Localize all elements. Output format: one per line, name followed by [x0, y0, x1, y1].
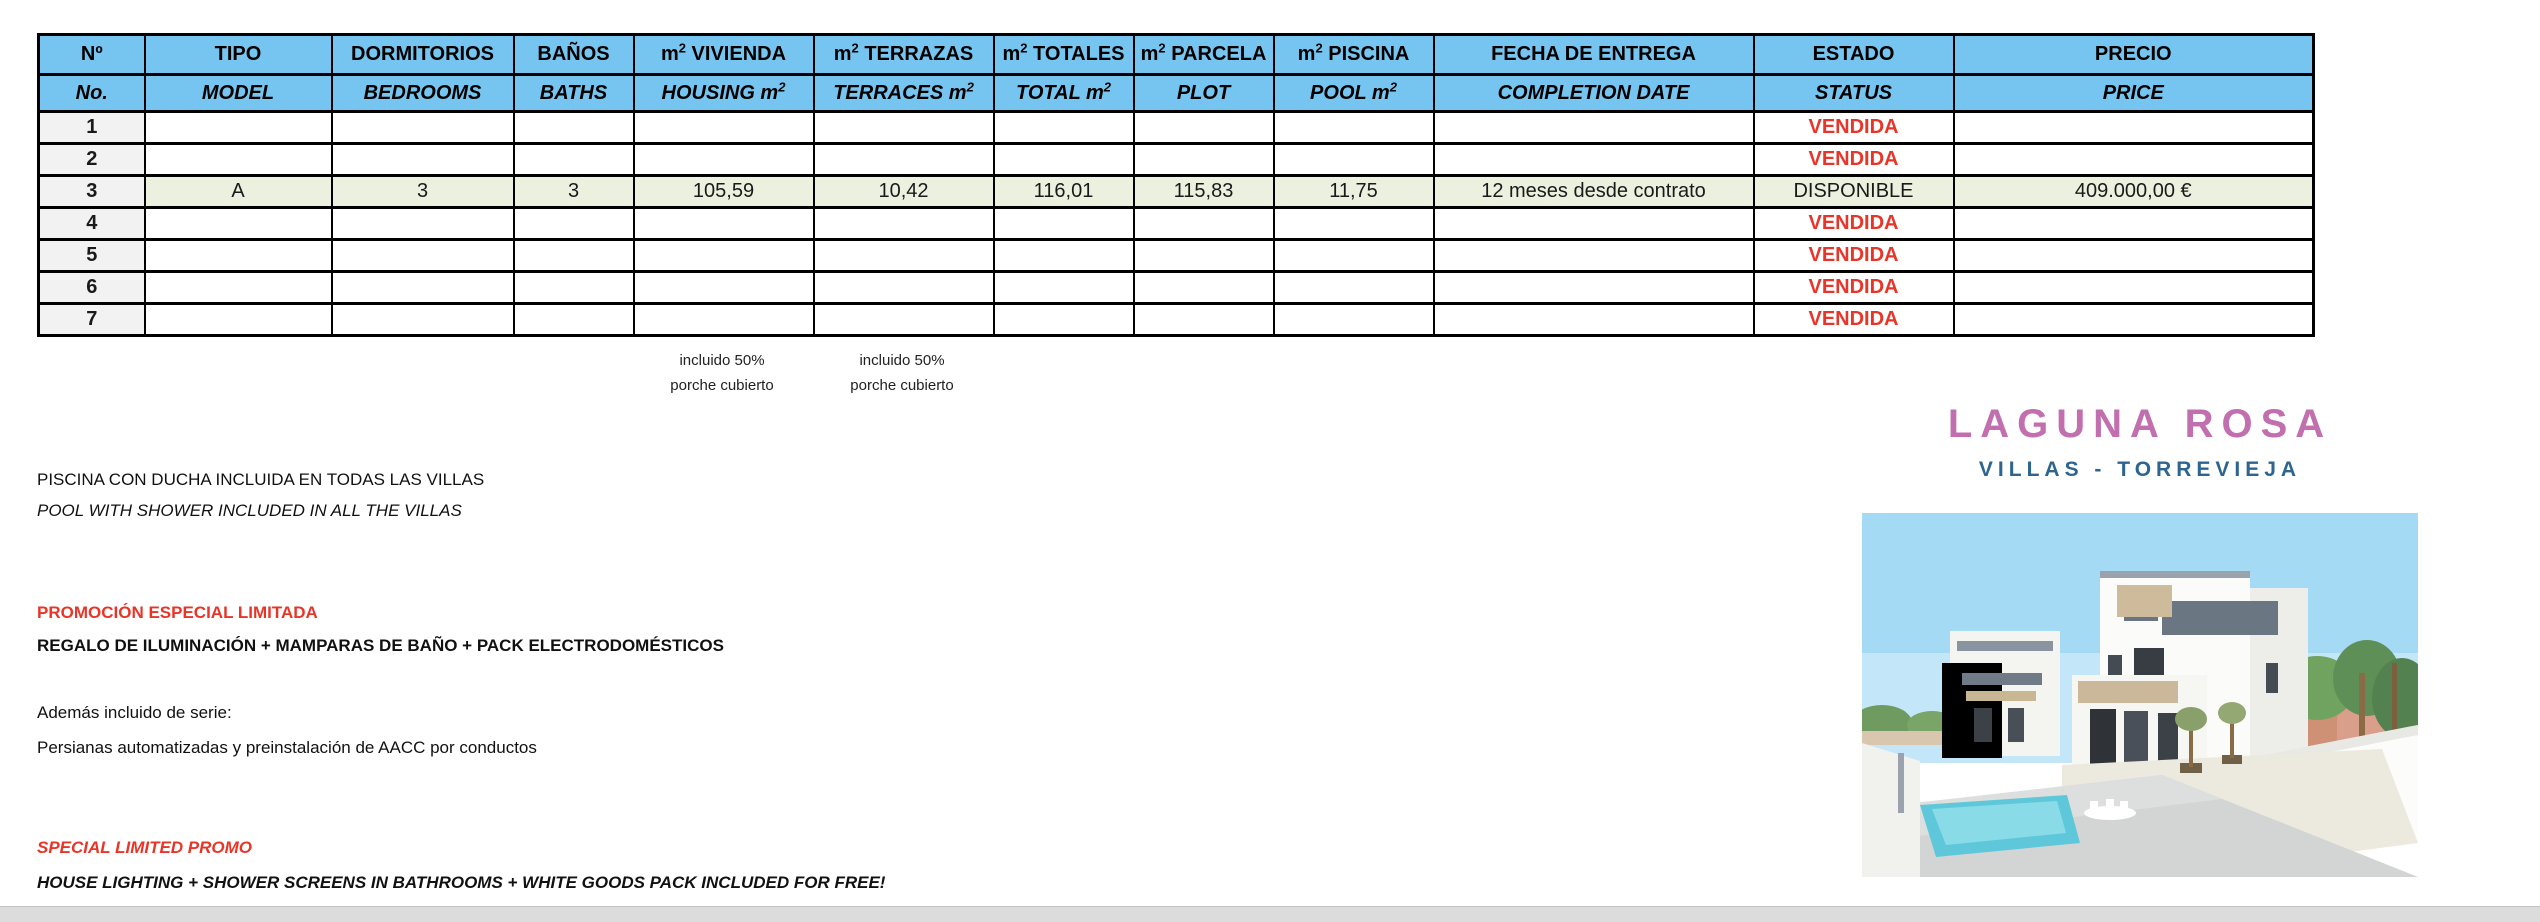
cell-6-tipo: [145, 272, 332, 304]
col-header-no-en: No.: [39, 75, 145, 112]
cell-2-banos: [514, 144, 634, 176]
cell-1-estado: VENDIDA: [1754, 112, 1954, 144]
cell-2-no: 2: [39, 144, 145, 176]
cell-2-tipo: [145, 144, 332, 176]
cell-1-m2-vivienda: [634, 112, 814, 144]
price-table: [37, 33, 2315, 337]
cell-2-fecha-entrega: [1434, 144, 1754, 176]
cell-5-m2-totales: [994, 240, 1134, 272]
cell-6-m2-vivienda: [634, 272, 814, 304]
cell-5-fecha-entrega: [1434, 240, 1754, 272]
col-header-tipo-en: MODEL: [145, 75, 332, 112]
cell-7-banos: [514, 304, 634, 336]
footnote-vivienda: [632, 348, 812, 398]
col-header-tipo-es: TIPO: [145, 35, 332, 75]
col-header-no-es: Nº: [39, 35, 145, 75]
col-header-m2-terrazas-en: TERRACES $m^2$: [814, 75, 994, 112]
cell-3-m2-parcela: 115,83: [1134, 176, 1274, 208]
table-row-2: [39, 144, 2314, 176]
footnote-line: porche cubierto: [850, 377, 954, 394]
cell-2-precio: [1954, 144, 2314, 176]
villa-photo: [1862, 513, 2418, 877]
cell-1-m2-terrazas: [814, 112, 994, 144]
cell-7-dormitorios: [332, 304, 514, 336]
cell-7-m2-totales: [994, 304, 1134, 336]
cell-6-fecha-entrega: [1434, 272, 1754, 304]
cell-2-m2-piscina: [1274, 144, 1434, 176]
cell-7-estado: VENDIDA: [1754, 304, 1954, 336]
cell-3-m2-piscina: 11,75: [1274, 176, 1434, 208]
cell-4-fecha-entrega: [1434, 208, 1754, 240]
col-header-m2-vivienda-en: HOUSING $m^2$: [634, 75, 814, 112]
cell-2-estado: VENDIDA: [1754, 144, 1954, 176]
footnote-terrazas: [812, 348, 992, 398]
table-row-3: [39, 176, 2314, 208]
col-header-banos-en: BATHS: [514, 75, 634, 112]
cell-4-dormitorios: [332, 208, 514, 240]
bottom-edge-bar: [0, 906, 2540, 922]
cell-3-tipo: A: [145, 176, 332, 208]
col-header-m2-piscina-en: POOL $m^2$: [1274, 75, 1434, 112]
cell-6-m2-terrazas: [814, 272, 994, 304]
cell-2-dormitorios: [332, 144, 514, 176]
cell-3-m2-totales: 116,01: [994, 176, 1134, 208]
cell-6-estado: VENDIDA: [1754, 272, 1954, 304]
cell-6-precio: [1954, 272, 2314, 304]
col-header-banos-es: BAÑOS: [514, 35, 634, 75]
col-header-m2-totales-es: $m^2$ TOTALES: [994, 35, 1134, 75]
cell-3-estado: DISPONIBLE: [1754, 176, 1954, 208]
cell-1-dormitorios: [332, 112, 514, 144]
cell-4-m2-vivienda: [634, 208, 814, 240]
table-row-4: [39, 208, 2314, 240]
cell-5-m2-vivienda: [634, 240, 814, 272]
col-header-fecha-entrega-es: FECHA DE ENTREGA: [1434, 35, 1754, 75]
cell-6-banos: [514, 272, 634, 304]
cell-1-m2-totales: [994, 112, 1134, 144]
cell-4-banos: [514, 208, 634, 240]
cell-6-no: 6: [39, 272, 145, 304]
cell-4-no: 4: [39, 208, 145, 240]
cell-5-m2-parcela: [1134, 240, 1274, 272]
header-row-en: [39, 75, 2314, 112]
col-header-estado-es: ESTADO: [1754, 35, 1954, 75]
extras-intro: Además incluido de serie:: [37, 703, 232, 722]
cell-3-precio: 409.000,00 €: [1954, 176, 2314, 208]
cell-1-m2-piscina: [1274, 112, 1434, 144]
cell-2-m2-vivienda: [634, 144, 814, 176]
cell-4-estado: VENDIDA: [1754, 208, 1954, 240]
footnote-line: porche cubierto: [670, 377, 774, 394]
cell-7-tipo: [145, 304, 332, 336]
cell-5-m2-piscina: [1274, 240, 1434, 272]
cell-1-fecha-entrega: [1434, 112, 1754, 144]
pool-included-en: POOL WITH SHOWER INCLUDED IN ALL THE VILLAS: [37, 501, 462, 520]
cell-4-m2-terrazas: [814, 208, 994, 240]
pool-included-es: PISCINA CON DUCHA INCLUIDA EN TODAS LAS VILLAS: [37, 470, 485, 489]
cell-5-tipo: [145, 240, 332, 272]
extras-body: Persianas automatizadas y preinstalación de AACC por conductos: [37, 738, 537, 757]
header-row-es: [39, 35, 2314, 75]
table-row-6: [39, 272, 2314, 304]
cell-7-no: 7: [39, 304, 145, 336]
cell-2-m2-totales: [994, 144, 1134, 176]
cell-2-m2-terrazas: [814, 144, 994, 176]
col-header-m2-totales-en: TOTAL $m^2$: [994, 75, 1134, 112]
cell-3-banos: 3: [514, 176, 634, 208]
col-header-dormitorios-es: DORMITORIOS: [332, 35, 514, 75]
cell-7-m2-vivienda: [634, 304, 814, 336]
cell-3-m2-vivienda: 105,59: [634, 176, 814, 208]
cell-6-m2-totales: [994, 272, 1134, 304]
cell-5-estado: VENDIDA: [1754, 240, 1954, 272]
col-header-m2-terrazas-es: $m^2$ TERRAZAS: [814, 35, 994, 75]
promo-title-en: SPECIAL LIMITED PROMO: [37, 838, 253, 857]
col-header-estado-en: STATUS: [1754, 75, 1954, 112]
footnote-line: incluido 50%: [859, 352, 945, 369]
cell-4-tipo: [145, 208, 332, 240]
col-header-precio-es: PRECIO: [1954, 35, 2314, 75]
col-header-m2-parcela-es: $m^2$ PARCELA: [1134, 35, 1274, 75]
cell-4-m2-totales: [994, 208, 1134, 240]
cell-3-fecha-entrega: 12 meses desde contrato: [1434, 176, 1754, 208]
cell-5-m2-terrazas: [814, 240, 994, 272]
promo-body-es: REGALO DE ILUMINACIÓN + MAMPARAS DE BAÑO + PACK ELECTRODOMÉSTICOS: [37, 636, 724, 655]
table-row-5: [39, 240, 2314, 272]
cell-7-precio: [1954, 304, 2314, 336]
col-header-m2-vivienda-es: $m^2$ VIVIENDA: [634, 35, 814, 75]
cell-6-dormitorios: [332, 272, 514, 304]
table-row-1: [39, 112, 2314, 144]
col-header-m2-parcela-en: PLOT: [1134, 75, 1274, 112]
cell-7-fecha-entrega: [1434, 304, 1754, 336]
cell-3-m2-terrazas: 10,42: [814, 176, 994, 208]
col-header-fecha-entrega-en: COMPLETION DATE: [1434, 75, 1754, 112]
brand-logo-tagline: VILLAS - TORREVIEJA: [1978, 458, 2302, 481]
cell-6-m2-piscina: [1274, 272, 1434, 304]
cell-5-dormitorios: [332, 240, 514, 272]
col-header-m2-piscina-es: $m^2$ PISCINA: [1274, 35, 1434, 75]
cell-1-banos: [514, 112, 634, 144]
promo-body-en: HOUSE LIGHTING + SHOWER SCREENS IN BATHROOMS + WHITE GOODS PACK INCLUDED FOR FREE!: [37, 873, 886, 892]
col-header-dormitorios-en: BEDROOMS: [332, 75, 514, 112]
cell-4-precio: [1954, 208, 2314, 240]
cell-5-banos: [514, 240, 634, 272]
cell-4-m2-parcela: [1134, 208, 1274, 240]
cell-1-no: 1: [39, 112, 145, 144]
table-row-7: [39, 304, 2314, 336]
cell-6-m2-parcela: [1134, 272, 1274, 304]
cell-2-m2-parcela: [1134, 144, 1274, 176]
cell-7-m2-terrazas: [814, 304, 994, 336]
cell-4-m2-piscina: [1274, 208, 1434, 240]
cell-3-dormitorios: 3: [332, 176, 514, 208]
cell-1-tipo: [145, 112, 332, 144]
footnote-line: incluido 50%: [679, 352, 765, 369]
cell-1-precio: [1954, 112, 2314, 144]
brand-logo-name: LAGUNA ROSA: [1947, 402, 2333, 446]
col-header-precio-en: PRICE: [1954, 75, 2314, 112]
promo-title-es: PROMOCIÓN ESPECIAL LIMITADA: [37, 603, 318, 622]
cell-5-precio: [1954, 240, 2314, 272]
cell-5-no: 5: [39, 240, 145, 272]
cell-7-m2-piscina: [1274, 304, 1434, 336]
cell-1-m2-parcela: [1134, 112, 1274, 144]
cell-3-no: 3: [39, 176, 145, 208]
cell-7-m2-parcela: [1134, 304, 1274, 336]
